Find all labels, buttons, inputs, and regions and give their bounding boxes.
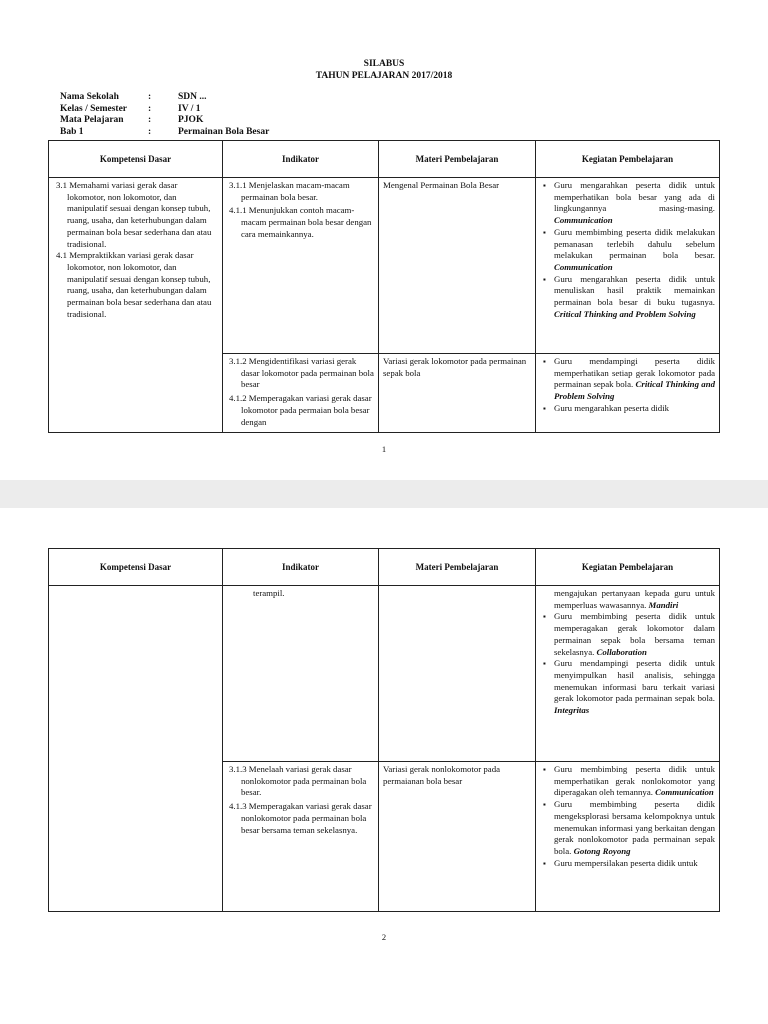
page-2 xyxy=(0,508,768,1024)
school-info xyxy=(60,92,269,138)
indikator-continuation: terampil. xyxy=(253,588,285,598)
kegiatan-item: ▪ Guru membimbing peserta didik mengeksplorasi bersama kelompoknya untuk menemukan informasi yang berkaitan dengan gerak nonlokomotor pada permainan sepak bola. Gotong Royong xyxy=(554,799,715,858)
kompetensi-dasar-cell xyxy=(49,586,223,912)
materi-cell xyxy=(379,586,536,762)
kd-item: 3.1 Memahami variasi gerak dasar lokomotor, non lokomotor, dan manipulatif sesuai dengan konsep tubuh, ruang, usaha, dan keterhubungan dalam permainan bola besar sederhana dan atau tradisional. xyxy=(56,180,212,249)
indikator-item: 4.1.2 Memperagakan variasi gerak dasar lokomotor pada permaian bola besar dengan xyxy=(229,393,372,427)
kegiatan-item: ▪ Guru mengarahkan peserta didik xyxy=(554,403,715,415)
indikator-cell xyxy=(223,178,379,354)
table-row xyxy=(49,178,720,354)
col-header-kompetensi: Kompetensi Dasar xyxy=(49,141,223,178)
meta-row-subject: Mata Pelajaran : PJOK xyxy=(60,115,204,125)
indikator-item: 4.1.3 Memperagakan variasi gerak dasar nonlokomotor pada permainan bola besar bersama teman sekelasnya. xyxy=(229,801,372,835)
kegiatan-item: ▪ Guru mempersilakan peserta didik untuk xyxy=(554,858,715,870)
kd-item: 4.1 Mempraktikkan variasi gerak dasar lokomotor, non lokomotor, dan manipulatif sesuai dengan konsep tubuh, ruang, usaha, dan keterhubungan dalam permainan bola besar sederhana dan atau tradisional. xyxy=(56,250,212,319)
indikator-item: 4.1.1 Menunjukkan contoh macam-macam permainan bola besar dengan cara memainkannya. xyxy=(229,205,372,239)
page-number: 1 xyxy=(381,444,387,454)
meta-row-chapter: Bab 1 : Permainan Bola Besar xyxy=(60,126,270,137)
kegiatan-item: ▪ Guru mendampingi peserta didik untuk menyimpulkan hasil analisis, sehingga menemukan informasi baru terkait variasi gerak lokomotor pada permainan sepak bola. Integritas xyxy=(554,658,715,717)
kegiatan-item: ▪ Guru membimbing peserta didik melakukan pemanasan terlebih dahulu sebelum melakukan permainan bola besar. Communication xyxy=(554,227,715,274)
document-subtitle: TAHUN PELAJARAN 2017/2018 xyxy=(315,71,453,81)
kegiatan-continuation: mengajukan pertanyaan kepada guru untuk memperluas wawasannya. Mandiri xyxy=(554,588,715,610)
col-header-materi: Materi Pembelajaran xyxy=(379,549,536,586)
indikator-cell xyxy=(223,586,379,762)
kompetensi-dasar-cell xyxy=(49,178,223,433)
table-header-row xyxy=(49,549,720,586)
kegiatan-cell xyxy=(536,178,720,354)
meta-row-class: Kelas / Semester : IV / 1 xyxy=(60,103,201,114)
kegiatan-cell xyxy=(536,586,720,762)
kegiatan-item: ▪ Guru mendampingi peserta didik memperhatikan setiap gerak lokomotor pada permainan sepak bola. Critical Thinking and Problem Solving xyxy=(554,356,715,403)
document-title: SILABUS xyxy=(363,59,405,69)
kegiatan-cell xyxy=(536,354,720,433)
col-header-indikator: Indikator xyxy=(223,549,379,586)
indikator-item: 3.1.1 Menjelaskan macam-macam permainan bola besar. xyxy=(229,180,350,202)
indikator-cell xyxy=(223,354,379,433)
materi-cell: Mengenal Permainan Bola Besar xyxy=(379,178,536,354)
indikator-item: 3.1.2 Mengidentifikasi variasi gerak dasar lokomotor pada permainan bola besar xyxy=(229,356,374,390)
col-header-materi: Materi Pembelajaran xyxy=(379,141,536,178)
page-number: 2 xyxy=(381,932,387,942)
col-header-kegiatan: Kegiatan Pembelajaran xyxy=(536,549,720,586)
table-header-row xyxy=(49,141,720,178)
col-header-kegiatan: Kegiatan Pembelajaran xyxy=(536,141,720,178)
indikator-item: 3.1.3 Menelaah variasi gerak dasar nonlokomotor pada permainan bola besar. xyxy=(229,764,367,798)
kegiatan-item: ▪ Guru mengarahkan peserta didik untuk memperhatikan bola besar yang ada di lingkungannya masing-masing. Communication xyxy=(554,180,715,227)
materi-cell: Variasi gerak lokomotor pada permainan sepak bola xyxy=(379,354,536,433)
col-header-indikator: Indikator xyxy=(223,141,379,178)
kegiatan-item: ▪ Guru mengarahkan peserta didik untuk menuliskan hasil praktik memainkan permainan bola besar di buku tugasnya. Critical Thinking and Problem Solving xyxy=(554,274,715,321)
kegiatan-cell xyxy=(536,762,720,912)
indikator-cell xyxy=(223,762,379,912)
kegiatan-item: ▪ Guru membimbing peserta didik untuk memperagakan gerak lokomotor dalam permainan sepak bola bersama teman sekelasnya. Collaboration xyxy=(554,611,715,658)
materi-cell: Variasi gerak nonlokomotor pada permaianan bola besar xyxy=(379,762,536,912)
table-row xyxy=(49,586,720,762)
page-1 xyxy=(0,0,768,480)
col-header-kompetensi: Kompetensi Dasar xyxy=(49,549,223,586)
syllabus-table-page-2 xyxy=(48,548,720,912)
kegiatan-item: ▪ Guru membimbing peserta didik untuk memperhatikan gerak nonlokomotor yang diperagakan oleh temannya. Communication xyxy=(554,764,715,799)
meta-row-school: Nama Sekolah : SDN ... xyxy=(60,92,207,102)
syllabus-table-page-1 xyxy=(48,140,720,433)
